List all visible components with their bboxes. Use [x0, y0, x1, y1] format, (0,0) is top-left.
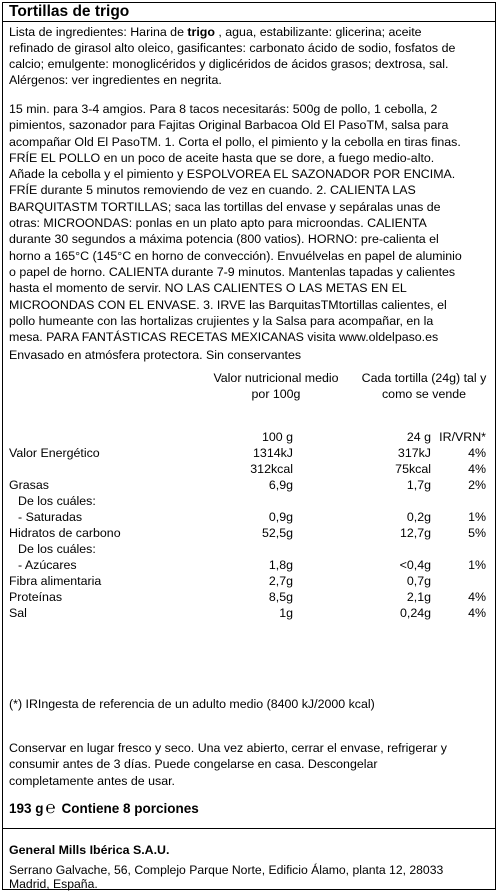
nutrient-label: De los cuáles: [18, 494, 96, 508]
header-per-portion: Cada tortilla (24g) tal y como se vende [361, 371, 487, 402]
ingredients-text: , agua, estabilizante: glicerina; aceite [214, 25, 422, 39]
table-row [0, 558, 500, 574]
nutrient-label: De los cuáles: [18, 542, 96, 556]
nutrient-label: - Azúcares [18, 558, 77, 572]
ingredients-line-4: Alérgenos: ver ingredientes en negrita. [9, 73, 222, 87]
table-row [0, 590, 500, 606]
table-row [0, 526, 500, 542]
unit-portion: 24 g [406, 430, 431, 444]
value-portion: <0,4g [399, 558, 431, 572]
packaging-text: Envasado en atmósfera protectora. Sin conservantes [9, 348, 302, 362]
value-portion: 75kcal [395, 462, 431, 476]
value-100g: 1314kJ [253, 446, 293, 460]
nutrient-label: Grasas [9, 478, 49, 492]
value-100g: 8,5g [268, 590, 293, 604]
nutrient-label: Hidratos de carbono [9, 526, 121, 540]
header-per-100g: Valor nutricional medio por 100g [213, 371, 339, 402]
unit-100g: 100 g [261, 430, 293, 444]
portions-count: Contiene 8 porciones [61, 801, 199, 816]
nutrient-label: - Saturadas [18, 510, 83, 524]
value-100g: 0,9g [268, 510, 293, 524]
value-pct: 2% [468, 478, 486, 492]
company-address: Serrano Galvache, 56, Complejo Parque Norte, Edificio Álamo, planta 12, 28033 Madrid, España. [9, 863, 444, 891]
value-100g: 1g [279, 606, 293, 620]
net-weight-line [9, 798, 199, 818]
storage-text: Conservar en lugar fresco y seco. Una vez abierto, cerrar el envase, refrigerar y consumir antes de 3 días. Puede congelarse en casa. Descongelar completamente antes de usar. [9, 741, 447, 788]
instructions-text: 15 min. para 3-4 amgios. Para 8 tacos necesitarás: 500g de pollo, 1 cebolla, 2 pimientos, sazonador para Fajitas Original Barbacoa Old El PasoTM, salsa para acompañar Old El PasoTM. 1. Corta el pollo, el pimiento y la cebolla en tiras finas. FRÍE EL POLLO en un poco de aceite hasta que se dore, a fuego medio-alto. Añade la cebolla y el pimiento y ESPOLVOREA EL SAZONADOR POR ENCIMA. FRÍE durante 5 minutos removiendo de vez en cuando. 2. CALIENTA LAS BARQUITASTM TORTILLAS; saca las tortillas del envase y sepáralas unas de otras: MICROONDAS: ponlas en un plato apto para microondas. CALIENTA durante 30 segundos a máxima potencia (800 vatios). HORNO: pre-calienta el horno a 165°C (145°C en horno de convección). Envuélvelas en papel de aluminio o papel de horno. CALIENTA durante 7-9 minutos. Mantenlas tapadas y calientes hasta el momento de servir. NO LAS CALIENTES O LAS METAS EN EL MICROONDAS CON EL ENVASE. 3. IRVE las BarquitasTMtortillas calientes, el pollo humeante con las hortalizas crujientes y la Salsa para acompañar, en la mesa. PARA FANTÁSTICAS RECETAS MEXICANAS visita www.oldelpaso.es [9, 102, 462, 345]
table-row [0, 462, 500, 478]
value-portion: 317kJ [397, 446, 431, 460]
value-pct: 5% [468, 526, 486, 540]
nutrient-label: Proteínas [9, 590, 63, 604]
ingredients-line-3: calcio; emulgente: monoglicéridos y diglicéridos de ácidos grasos; dextrosa, sal. [9, 57, 449, 71]
estimated-sign-icon: ℮ [45, 798, 56, 817]
value-portion: 0,24g [399, 606, 431, 620]
table-row [0, 606, 500, 622]
table-row [0, 478, 500, 494]
nutrition-footnote: (*) IRIngesta de referencia de un adulto medio (8400 kJ/2000 kcal) [9, 697, 375, 711]
value-portion: 12,7g [399, 526, 431, 540]
product-title: Tortillas de trigo [9, 3, 130, 20]
value-100g: 6,9g [268, 478, 293, 492]
value-portion: 0,7g [406, 574, 431, 588]
table-row [0, 510, 500, 526]
value-pct: 4% [468, 462, 486, 476]
value-pct: 4% [468, 590, 486, 604]
company-name: General Mills Ibérica S.A.U. [9, 843, 170, 857]
nutrient-label: Fibra alimentaria [9, 574, 102, 588]
unit-pct: IR/VRN* [439, 430, 486, 444]
value-portion: 2,1g [406, 590, 431, 604]
value-portion: 1,7g [406, 478, 431, 492]
value-100g: 1,8g [268, 558, 293, 572]
ingredients-text: Lista de ingredientes: Harina de [9, 25, 188, 39]
ingredients-line-2: refinado de girasol alto oleico, gasificantes: carbonato ácido de sodio, fosfatos de [9, 41, 456, 55]
value-100g: 52,5g [261, 526, 293, 540]
footer-divider [2, 828, 496, 829]
allergen-text: trigo [187, 25, 215, 39]
value-100g: 312kcal [250, 462, 293, 476]
table-row [0, 542, 500, 558]
value-pct: 4% [468, 606, 486, 620]
table-row [0, 446, 500, 462]
units-row [0, 430, 500, 446]
value-100g: 2,7g [268, 574, 293, 588]
value-pct: 4% [468, 446, 486, 460]
nutrient-label: Valor Energético [9, 446, 100, 460]
value-portion: 0,2g [406, 510, 431, 524]
title-divider [2, 21, 496, 22]
value-pct: 1% [468, 558, 486, 572]
table-row [0, 574, 500, 590]
value-pct: 1% [468, 510, 486, 524]
net-weight: 193 g [9, 801, 44, 816]
ingredients-line-1 [9, 25, 422, 39]
table-row [0, 494, 500, 510]
nutrient-label: Sal [9, 606, 27, 620]
